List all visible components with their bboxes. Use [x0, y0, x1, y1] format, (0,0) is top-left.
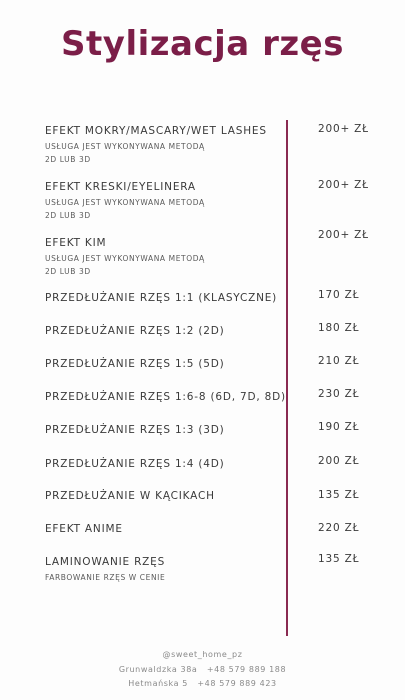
service-note: 2D LUB 3D — [45, 155, 91, 164]
service-note: FARBOWANIE RZĘS W CENIE — [45, 573, 166, 582]
service-note: USŁUGA JEST WYKONYWANA METODĄ — [45, 198, 205, 207]
service-item-1-4 — [45, 457, 280, 471]
service-item-wet-lashes — [45, 124, 280, 166]
service-price: 200 ZŁ — [318, 455, 360, 467]
service-price: 200+ ZŁ — [318, 123, 369, 135]
service-item-1-1 — [45, 291, 280, 305]
service-name: PRZEDŁUŻANIE RZĘS 1:6-8 (6D, 7D, 8D) — [45, 391, 286, 403]
service-name: PRZEDŁUŻANIE RZĘS 1:2 (2D) — [45, 325, 225, 337]
service-price: 180 ZŁ — [318, 322, 360, 334]
service-name: EFEKT KRESKI/EYELINERA — [45, 181, 196, 193]
service-item-eyeliner — [45, 180, 280, 222]
footer-handle: @sweet_home_pz — [162, 650, 243, 659]
service-item-kim — [45, 236, 280, 278]
service-price: 230 ZŁ — [318, 388, 360, 400]
footer-contact-line-1 — [0, 663, 405, 677]
service-price: 220 ZŁ — [318, 522, 360, 534]
service-note: 2D LUB 3D — [45, 267, 91, 276]
footer-phone: +48 579 889 188 — [206, 665, 287, 674]
footer-contact-line-2 — [0, 677, 405, 691]
footer-phone: +48 579 889 423 — [197, 679, 277, 688]
service-name: EFEKT MOKRY/MASCARY/WET LASHES — [45, 125, 267, 137]
service-note: USŁUGA JEST WYKONYWANA METODĄ — [45, 142, 205, 151]
service-note: USŁUGA JEST WYKONYWANA METODĄ — [45, 254, 205, 263]
service-price: 200+ ZŁ — [318, 229, 369, 241]
service-item-1-2 — [45, 324, 280, 338]
service-name: EFEKT KIM — [45, 237, 107, 249]
service-price: 135 ZŁ — [318, 489, 360, 501]
service-item-1-5 — [45, 357, 280, 371]
service-name: PRZEDŁUŻANIE RZĘS 1:5 (5D) — [45, 358, 225, 370]
service-price: 170 ZŁ — [318, 289, 360, 301]
service-item-lamination — [45, 555, 280, 584]
service-item-1-6-8 — [45, 390, 286, 404]
footer-address: Grunwaldzka 38a — [118, 665, 198, 674]
service-item-1-3 — [45, 423, 280, 437]
service-item-anime — [45, 522, 280, 536]
service-name: EFEKT ANIME — [45, 523, 123, 535]
page-title: Stylizacja rzęs — [61, 24, 344, 64]
service-price: 200+ ZŁ — [318, 179, 369, 191]
service-name: PRZEDŁUŻANIE W KĄCIKACH — [45, 490, 215, 502]
service-price: 210 ZŁ — [318, 355, 360, 367]
service-note: 2D LUB 3D — [45, 211, 91, 220]
service-name: PRZEDŁUŻANIE RZĘS 1:4 (4D) — [45, 458, 225, 470]
service-name: PRZEDŁUŻANIE RZĘS 1:3 (3D) — [45, 424, 225, 436]
service-name: LAMINOWANIE RZĘS — [45, 556, 166, 568]
service-item-corners — [45, 489, 280, 503]
service-price: 135 ZŁ — [318, 553, 360, 565]
footer-address: Hetmańska 5 — [128, 679, 188, 688]
service-price: 190 ZŁ — [318, 421, 360, 433]
vertical-divider — [286, 120, 288, 636]
service-name: PRZEDŁUŻANIE RZĘS 1:1 (KLASYCZNE) — [45, 292, 278, 304]
